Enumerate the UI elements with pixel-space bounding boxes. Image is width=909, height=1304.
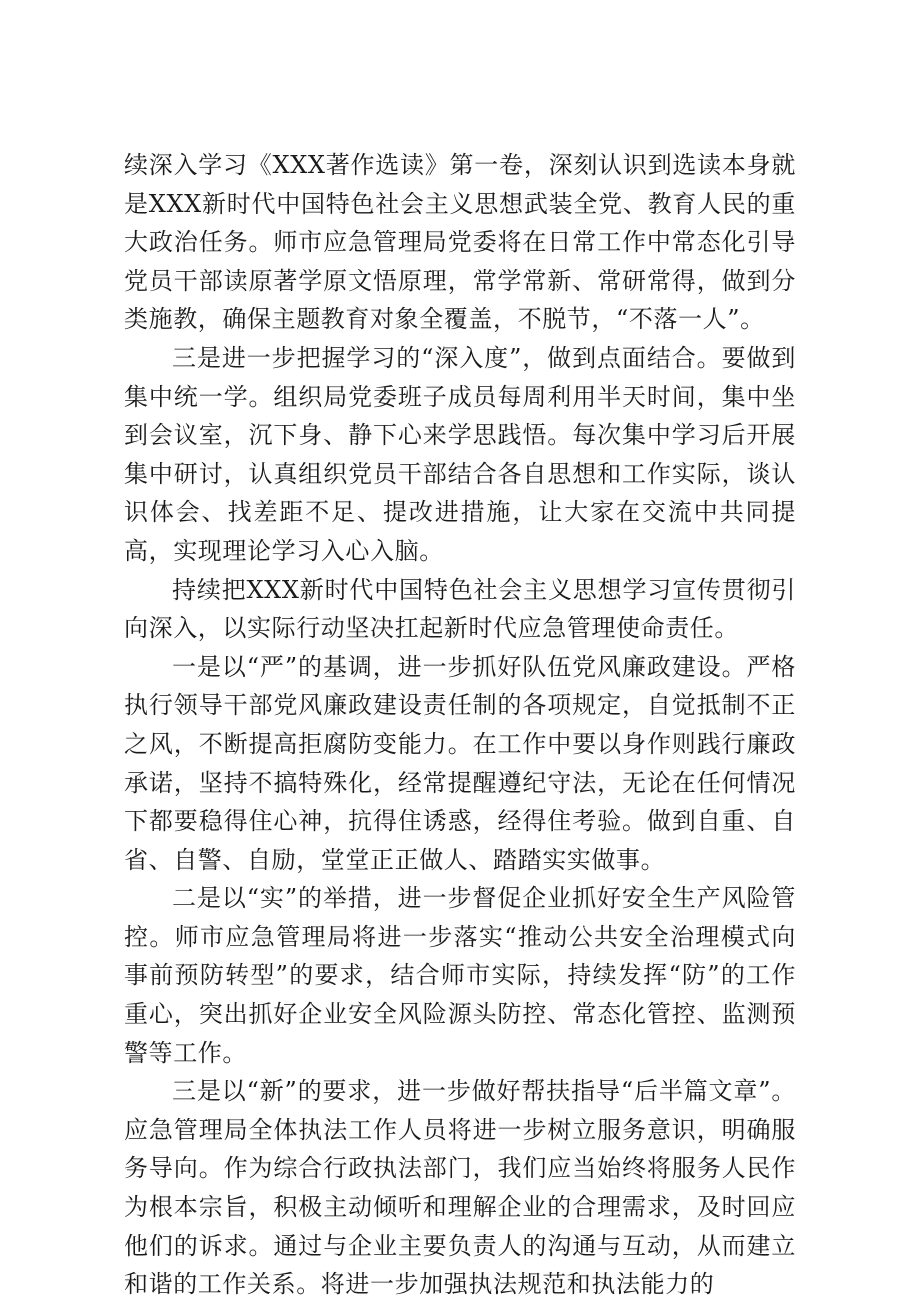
paragraph-continuation: 续深入学习《XXX著作选读》第一卷，深刻认识到选读本身就是XXX新时代中国特色社会主义思想武装全党、教育人民的重大政治任务。师市应急管理局党委将在日常工作中常态化引导党员干部读原著学原文悟原理，常学常新、常研常得，做到分类施教，确保主题教育对象全覆盖，不脱节，“不落一人”。 bbox=[124, 151, 796, 334]
paragraph-study-depth: 三是进一步把握学习的“深入度”，做到点面结合。要做到集中统一学。组织局党委班子成员每周利用半天时间，集中坐到会议室，沉下身、静下心来学思践悟。每次集中学习后开展集中研讨，认真组织党员干部结合各自思想和工作实际，谈认识体会、找差距不足、提改进措施，让大家在交流中共同提高，实现理论学习入心入脑。 bbox=[124, 343, 796, 565]
document-body bbox=[124, 146, 796, 1304]
paragraph-strict-discipline: 一是以“严”的基调，进一步抓好队伍党风廉政建设。严格执行领导干部党风廉政建设责任制的各项规定，自觉抵制不正之风，不断提高拒腐防变能力。在工作中要以身作则践行廉政承诺，坚持不搞特殊化，经常提醒遵纪守法，无论在任何情况下都要稳得住心神，抗得住诱惑，经得住考验。做到自重、自省、自警、自励，堂堂正正做人、踏踏实实做事。 bbox=[124, 652, 796, 874]
paragraph-safety-risk-control: 二是以“实”的举措，进一步督促企业抓好安全生产风险管控。师市应急管理局将进一步落实“推动公共安全治理模式向事前预防转型”的要求，结合师市实际，持续发挥“防”的工作重心，突出抓好企业安全风险源头防控、常态化管控、监测预警等工作。 bbox=[124, 884, 796, 1067]
paragraph-service-guidance: 三是以“新”的要求，进一步做好帮扶指导“后半篇文章”。应急管理局全体执法工作人员将进一步树立服务意识，明确服务导向。作为综合行政执法部门，我们应当始终将服务人民作为根本宗旨，积极主动倾听和理解企业的合理需求，及时回应他们的诉求。通过与企业主要负责人的沟通与互动，从而建立和谐的工作关系。将进一步加强执法规范和执法能力的 bbox=[124, 1077, 796, 1299]
paragraph-transition: 持续把XXX新时代中国特色社会主义思想学习宣传贯彻引向深入，以实际行动坚决扛起新时代应急管理使命责任。 bbox=[124, 575, 796, 643]
